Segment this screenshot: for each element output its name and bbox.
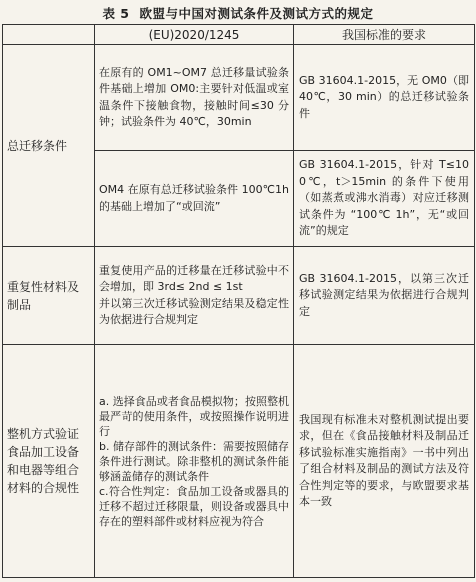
eu-cell-whole	[95, 345, 294, 578]
header-empty	[3, 25, 95, 45]
header-row	[3, 25, 475, 45]
eu-whole-a: a. 选择食品或者食品模拟物；按照整机最严苛的使用条件，或按照操作说明进行	[99, 394, 289, 438]
eu-repeat-line1: 重复使用产品的迁移量在迁移试验中不会增加，即 3rd≤ 2nd ≤ 1st	[99, 263, 289, 293]
eu-cell-migration-a: 在原有的 OM1~OM7 总迁移量试验条件基础上增加 OM0:主要针对低温或室温条件下接触食物，接触时间≤30 分钟；试验条件为 40℃，30min	[95, 45, 294, 151]
eu-cell-migration-b: OM4 在原有总迁移试验条件 100℃1h 的基础上增加了“或回流”	[95, 151, 294, 247]
eu-whole-b: b. 储存部件的测试条件：需要按照储存条件进行测试。除非整机的测试条件能够涵盖储存的测试条件	[99, 439, 289, 483]
row-label-whole: 整机方式验证食品加工设备和电器等组合材料的合规性	[3, 345, 95, 578]
table-row	[3, 345, 475, 578]
table-row	[3, 45, 475, 151]
row-label-migration: 总迁移条件	[3, 45, 95, 247]
cn-cell-migration-a: GB 31604.1-2015，无 OM0（即 40℃，30 min）的总迁移试验条件	[294, 45, 475, 151]
table-row	[3, 247, 475, 345]
cn-cell-repeat: GB 31604.1-2015，以第三次迁移试验测定结果为依据进行合规判定	[294, 247, 475, 345]
header-cn: 我国标准的要求	[294, 25, 475, 45]
table-caption	[0, 4, 476, 24]
table-title: 欧盟与中国对测试条件及测试方式的规定	[139, 6, 374, 21]
eu-cell-repeat	[95, 247, 294, 345]
comparison-table	[2, 24, 475, 578]
cn-cell-migration-b: GB 31604.1-2015，针对 T≤100℃，t＞15min 的条件下使用（如蒸煮或沸水消毒）对应迁移测试条件为 “100℃ 1h”，无“或回流”的规定	[294, 151, 475, 247]
row-label-repeat: 重复性材料及制品	[3, 247, 95, 345]
eu-repeat-line2: 并以第三次迁移试验测定结果及稳定性为依据进行合规判定	[99, 296, 289, 326]
eu-whole-c: c.符合性判定：食品加工设备或器具的迁移不超过迁移限量，则设备或器具中存在的塑料部件或材料应视为符合	[99, 484, 289, 528]
cn-cell-whole: 我国现有标准未对整机测试提出要求，但在《食品接触材料及制品迁移试验标准实施指南》一书中列出了组合材料及制品的测试方法及符合性判定等的要求，与欧盟要求基本一致	[294, 345, 475, 578]
header-eu: (EU)2020/1245	[95, 25, 294, 45]
table-number: 表 5	[102, 6, 130, 21]
